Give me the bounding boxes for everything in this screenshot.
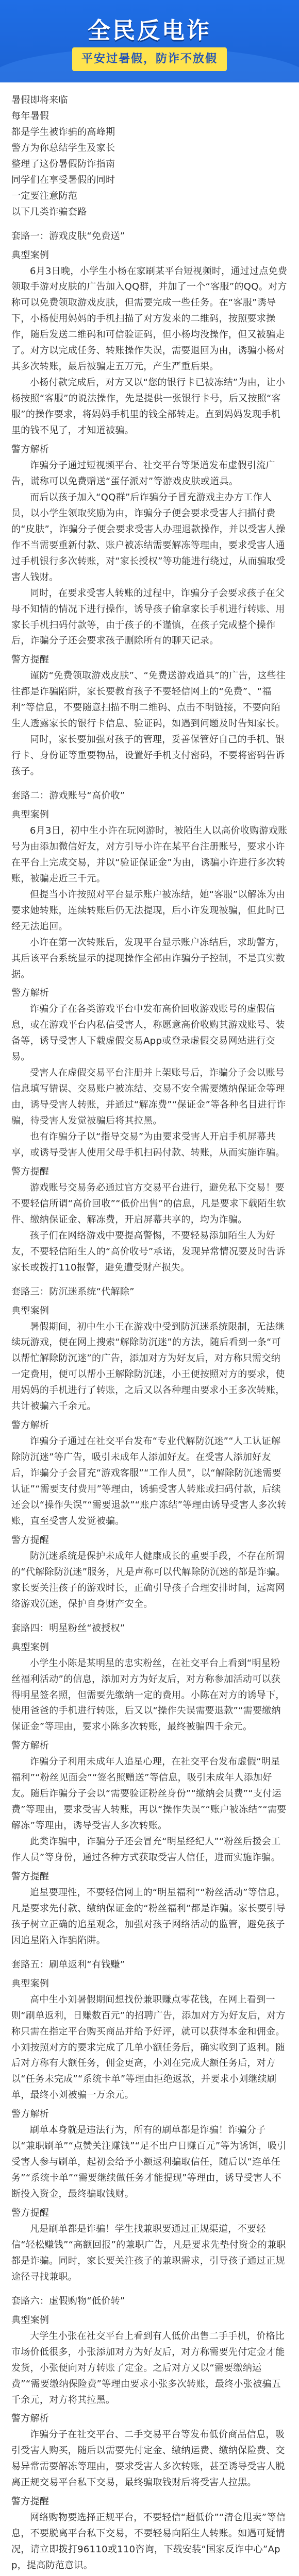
paragraph: 受害人在虚假交易平台注册并上架账号后，诈骗分子会以账号信息填写错误、交易账户被冻结、交易不安全需要缴纳保证金等理由，诱导受害人转账，并通过“解冻费”“保证金”等各种名目进行诈骗，待受害人发觉被骗后将其拉黑。 — [11, 1067, 286, 1127]
section-label: 警方提醒 — [11, 2208, 49, 2219]
paragraph: 孩子们在网络游戏中要提高警惕，不要轻易添加陌生人为好友，不要轻信陌生人的“高价收号”承诺，发现异常情况要及时告诉家长或拨打110报警，避免遭受财产损失。 — [11, 1230, 286, 1273]
section-label: 警方提醒 — [11, 1534, 49, 1546]
cases-block — [11, 229, 288, 2576]
paragraph: 同时，在要求受害人转账的过程中，诈骗分子会要求孩子在父母不知情的情况下进行操作，诱导孩子偷拿家长手机进行转账、用家长手机扫码付款等，由于孩子的不谨慎，在孩子完成整个操作后，诈骗分子还会要求孩子删除所有的聊天记录。 — [11, 587, 285, 647]
case-title: 套路三：防沉迷系统“代解除” — [11, 1286, 135, 1297]
paragraph: 刷单本身就是违法行为，所有的刷单都是诈骗！诈骗分子以“兼职刷单”“点赞关注赚钱”“足不出户日赚百元”等为诱饵，吸引受害人参与刷单，起初会给予小额返利骗取信任，随后以“连单任务”“系统卡单”“需要继续做任务才能提现”等理由，诱导受害人不断投入资金，最终骗取钱财。 — [11, 2125, 287, 2200]
paragraph: 网络购物要选择正规平台，不要轻信“超低价”“清仓甩卖”等信息，不要脱离平台私下交易，不要轻易向陌生人转账。如遇可疑情况，请立即拨打96110或110咨询，下载安装“国家反诈中心”App，提高防范意识。 — [11, 2512, 286, 2571]
paragraph: 凡是刷单都是诈骗！学生找兼职要通过正规渠道，不要轻信“轻松赚钱”“高额回报”的兼职广告，凡是要求先垫付资金的兼职都是诈骗。同时，家长要关注孩子的兼职需求，引导孩子通过正规途径寻找兼职。 — [11, 2224, 286, 2282]
case-section — [11, 2294, 288, 2576]
section-label: 警方提醒 — [11, 1871, 49, 1882]
paragraph: 6月3日，初中生小许在玩网游时，被陌生人以高价收购游戏账号为由添加微信好友，对方引导小许在某平台注册账号，要求小许在平台上完成交易，并以“验证保证金”为由，诱骗小许进行多次转账，被骗走近三千元。 — [11, 825, 288, 884]
case-title: 套路四：明星粉丝“被授权” — [11, 1622, 125, 1634]
section-label: 警方解析 — [11, 988, 49, 999]
intro-line: 一定要注意防范 — [11, 190, 78, 201]
section-label: 警方解析 — [11, 444, 49, 455]
case-title: 套路一：游戏皮肤“免费送” — [11, 230, 125, 242]
intro-line: 暑假即将来临 — [11, 95, 68, 106]
spacer — [11, 2574, 288, 2576]
header-banner — [0, 0, 299, 82]
paragraph: 追星要理性，不要轻信网上的“明星福利”“粉丝活动”等信息，凡是要求先付款、缴纳保证金的“粉丝福利”都是诈骗。家长要引导孩子树立正确的追星观念，加强对孩子网络活动的监管，避免孩子因追星陷入诈骗陷阱。 — [11, 1887, 286, 1946]
paragraph: 游戏账号交易务必通过官方交易平台进行，避免私下交易！要不要轻信所谓“高价回收”“低价出售”的信息，凡是要求下载陌生软件、缴纳保证金、解冻费，开启屏幕共享的，均为诈骗。 — [11, 1182, 286, 1225]
banner-title: 全民反电诈 — [88, 18, 211, 44]
section-label: 警方解析 — [11, 2413, 49, 2425]
intro-line: 以下几类诈骗套路 — [11, 206, 87, 217]
section-label: 警方解析 — [11, 2109, 49, 2120]
case-section — [11, 1621, 288, 1955]
paragraph: 诈骗分子在各类游戏平台中发布高价回收游戏账号的虚假信息，或在游戏平台内私信受害人，称愿意高价收购其游戏账号、装备等，诱导受害人下载虚假交易App或登录虚假交易网站进行交易。 — [11, 1004, 285, 1063]
paragraph: 小许在第一次转账后，发现平台显示账户冻结后，求助警方，其后该平台系统显示的提现操作全部由诈骗分子控制，不是真实数据。 — [11, 937, 285, 980]
paragraph: 大学生小张在社交平台上看到有人低价出售二手手机，价格比市场价低很多，小张添加对方为好友后，对方称需要先付定金才能发货，小张便向对方转账了定金。之后对方又以“需要缴纳运费”“需要缴纳保险费”等理由要求小张多次转账，最终小张被骗五千余元，对方将其拉黑。 — [11, 2330, 285, 2405]
paragraph: 小杨付款完成后，对方又以“您的银行卡已被冻结”为由，让小杨按照“客服”的说法操作，先是提供一张银行卡号，后又按照“客服”的操作要求，将妈妈手机里的钱全部转走。直到妈妈发现手机里的钱不见了，才知道被骗。 — [11, 377, 286, 436]
paragraph: 谨防“免费领取游戏皮肤”、“免费送游戏道具”的广告，这些往往都是诈骗陷阱，家长要教育孩子不要轻信网上的“免费”、“福利”等信息，不要随意扫描不明二维码、点击不明链接，不要向陌生人透露家长的银行卡信息、验证码，如遇到问题及时告知家长。 — [11, 670, 286, 730]
case-title: 套路六：虚假购物“低价转” — [11, 2295, 125, 2307]
spacer — [11, 1276, 288, 1282]
paragraph: 但提当小许按照对平台显示账户被冻结，她“客服”以解冻为由要求她转账，连续转账后仍无法提现，后小许发现被骗，但此时已经无法追回。 — [11, 889, 286, 932]
section-label: 警方解析 — [11, 1740, 49, 1752]
section-label: 警方提醒 — [11, 2496, 49, 2507]
paragraph: 诈骗分子通过在社交平台发布“专业代解防沉迷”“人工认证解除防沉迷”等广告，吸引未成年人添加好友。在受害人添加好友后，诈骗分子会冒充“游戏客服”“工作人员”，以“解除防沉迷需要认证”“需要支付费用”等理由，诱骗受害人转账或扫码付款，后续还会以“操作失误”“需要退款”“账户冻结”等理由诱导受害人多次转账，直至受害人发觉被骗。 — [11, 1436, 287, 1527]
paragraph: 6月3日晚，小学生小杨在家刷某平台短视频时，通过过点免费领取手游对皮肤的广告加入QQ群，并加了一个“客服”的QQ。对方称可以免费领取游戏皮肤，但需要完成一些任务。在“客服”诱导下，小杨使用妈妈的手机扫描了对方发来的二维码，按照要求操作，随后发送二维码和可信验证码，但小杨均没操作，但又被骗走了。对方以完成任务、转账操作失误，需要退回为由，诱骗小杨对其多次转账，最后被骗走五万元，产生严重后果。 — [11, 265, 288, 372]
section-label: 典型案例 — [11, 1305, 49, 1316]
case-title: 套路五：刷单返利“有钱赚” — [11, 1959, 125, 1970]
banner-subtitle: 平安过暑假，防诈不放假 — [72, 47, 227, 71]
spacer — [11, 221, 288, 227]
paragraph: 高中生小刘暑假期间想找份兼职赚点零花钱，在网上看到一则“刷单返利，日赚数百元”的招聘广告，添加对方为好友后，对方称只需在指定平台购买商品并给予好评，就可以获得本金和佣金。小刘按照对方的要求完成了几单小额任务后，确实收到了返利。随后对方称有大额任务，佣金更高，小刘在完成大额任务后，对方以“任务未完成”“系统卡单”等理由拒绝返款，并要求小刘继续刷单，最终小刘被骗一万余元。 — [11, 1994, 286, 2101]
section-label: 警方提醒 — [11, 654, 49, 666]
intro-block — [11, 93, 288, 227]
spacer — [11, 2285, 288, 2292]
spacer — [11, 1613, 288, 1619]
case-title: 套路二：游戏账号“高价收” — [11, 790, 125, 802]
intro-line: 每年暑假 — [11, 110, 49, 122]
paragraph: 诈骗分子通过短视频平台、社交平台等渠道发布虚假引流广告，谎称可以免费赠送“蛋仔派对”等游戏皮肤或道具。 — [11, 460, 275, 487]
intro-line: 警方为你总结学生及家长 — [11, 142, 115, 154]
paragraph: 诈骗分子在社交平台、二手交易平台等发布低价商品信息，吸引受害人购买，随后以需要先付定金、缴纳运费、缴纳保险费、交易异常需要解冻等理由，要求受害人多次转账，甚至诱导受害人脱离正规交易平台私下交易，最终骗取钱财后将受害人拉黑。 — [11, 2429, 285, 2488]
section-label: 警方提醒 — [11, 1166, 49, 1177]
paragraph: 此类诈骗中，诈骗分子还会冒充“明星经纪人”“粉丝后援会工作人员”等身份，通过各种方式获取受害人信任，进而实施诈骗。 — [11, 1836, 281, 1863]
intro-line: 整理了这份暑假防诈指南 — [11, 158, 115, 170]
section-label: 典型案例 — [11, 1978, 49, 1989]
case-section — [11, 1957, 288, 2292]
case-section — [11, 788, 288, 1282]
paragraph: 防沉迷系统是保护未成年人健康成长的重要手段，不存在所谓的“代解除防沉迷”服务，凡是声称可以代解除防沉迷的都是诈骗。家长要关注孩子的游戏时长，正确引导孩子合理安排时间，远离网络游戏沉迷，保护自身财产安全。 — [11, 1550, 286, 1609]
section-label: 典型案例 — [11, 2314, 49, 2326]
case-section — [11, 1284, 288, 1619]
paragraph: 暑假期间，初中生小王在游戏中受到防沉迷系统限制，无法继续玩游戏，便在网上搜索“解除防沉迷”的方法，随后看到一条“可以帮忙解除防沉迷”的广告，添加对方为好友后，对方称只需交纳一定费用，便可以帮小王解除防沉迷，小王便按照对方的要求，使用妈妈的手机进行了转账，之后又以各种理由要求小王多次转账，共计被骗六千余元。 — [11, 1321, 285, 1412]
case-section — [11, 229, 288, 786]
section-label: 典型案例 — [11, 1641, 49, 1653]
paragraph: 也有诈骗分子以“指导交易”为由要求受害人开启手机屏幕共享，或诱导受害人使用父母手机扫码付款、转账，从而实施诈骗。 — [11, 1131, 285, 1158]
paragraph: 小学生小陈是某明星的忠实粉丝，在社交平台上看到“明星粉丝福利活动”的信息，添加对方为好友后，对方称参加活动可以获得明星签名照，但需要先缴纳一定的费用。小陈在对方的诱导下，使用爸爸的手机进行转账，后又以“操作失误需要退款”“需要缴纳保证金”等理由，要求小陈多次转账，最终被骗四千余元。 — [11, 1657, 285, 1733]
paragraph: 同时，家长要加强对孩子的管理，妥善保管好自己的手机、银行卡、身份证等重要物品，设置好手机支付密码，不要将密码告诉孩子。 — [11, 734, 285, 777]
intro-line: 都是学生被诈骗的高峰期 — [11, 126, 115, 138]
spacer — [11, 1949, 288, 1955]
section-label: 典型案例 — [11, 809, 49, 820]
spacer — [11, 780, 288, 786]
section-label: 典型案例 — [11, 249, 49, 261]
paragraph: 诈骗分子利用未成年人追星心理，在社交平台发布虚假“明星福利”“粉丝见面会”“签名照赠送”等信息，吸引未成年人添加好友。随后诈骗分子会以“需要验证粉丝身份”“缴纳会员费”“支付运费”等理由，要求受害人转账，再以“操作失误”“账户被冻结”“需要解冻”等理由，诱导受害人多次转账。 — [11, 1756, 287, 1832]
paragraph: 而后以孩子加入“QQ群”后诈骗分子冒充游戏主办方工作人员，以小学生领取奖励为由，诈骗分子便会要求受害人扫描付费的“皮肤”，诈骗分子便会要求受害人办理退款操作，并以受害人操作不当需要重新付款、账户被冻结需要解冻等理由，要求受害人通过手机银行多次转账，对“家长授权”等功能进行绕过，从而骗取受害人钱财。 — [11, 492, 286, 583]
intro-line: 同学们在享受暑假的同时 — [11, 174, 115, 185]
section-label: 警方解析 — [11, 1420, 49, 1431]
